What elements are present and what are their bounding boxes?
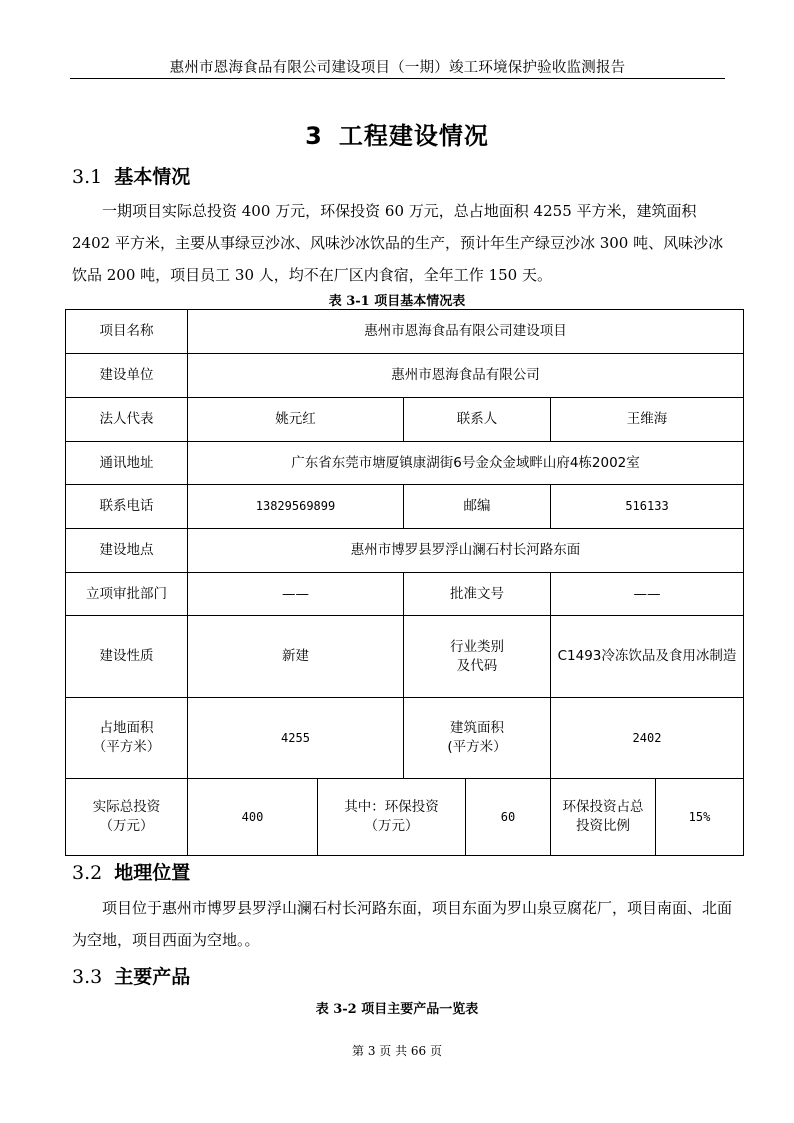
industry-label-line-2: 及代码 (456, 657, 498, 674)
industry-value: C1493冷冻饮品及食用冰制造 (551, 616, 744, 698)
contact-value: 王维海 (551, 398, 744, 442)
table-3-2-caption: 表 3-2 项目主要产品一览表 (315, 1002, 479, 1017)
table-row (66, 779, 744, 856)
cell-label (404, 616, 551, 698)
chapter-title (0, 116, 794, 151)
project-basic-info-table (65, 309, 744, 856)
cell-label: 邮编 (404, 485, 551, 529)
nature-value: 新建 (188, 616, 404, 698)
address-value: 广东省东莞市塘厦镇康湖街6号金众金域畔山府4栋2002室 (188, 442, 744, 485)
section-title-text: 地理位置 (114, 862, 191, 884)
env-invest-label (318, 779, 466, 855)
approval-no-value: —— (551, 573, 744, 616)
cell-label: 法人代表 (66, 398, 188, 442)
section-number: 3.3 (72, 966, 103, 988)
section-heading-3-2 (72, 858, 190, 885)
builder-value: 惠州市恩海食品有限公司 (188, 354, 744, 398)
env-invest-label-line-1: 其中：环保投资 (344, 799, 439, 815)
section-heading-3-3 (72, 962, 190, 989)
postcode-value: 516133 (551, 485, 744, 529)
ratio-label-line-2: 投资比例 (576, 818, 630, 834)
site-value: 惠州市博罗县罗浮山澜石村长河路东面 (188, 529, 744, 573)
cell-label: 建设地点 (66, 529, 188, 573)
chapter-number: 3 (305, 122, 323, 150)
env-invest-label-line-2: （万元） (364, 818, 419, 834)
cell-label (551, 779, 656, 856)
location-paragraph: 项目位于惠州市博罗县罗浮山澜石村长河路东面，项目东面为罗山泉豆腐花厂，项目南面、北面为空地，项目西面为空地。。 (72, 899, 733, 949)
ratio-label-line-1: 环保投资占总 (562, 799, 644, 815)
cell-label (404, 698, 551, 779)
table-row (66, 698, 744, 779)
cell-label: 联系电话 (66, 485, 188, 529)
section-title-text: 主要产品 (114, 966, 191, 988)
table-row (66, 485, 744, 529)
basic-info-paragraph: 一期项目实际总投资 400 万元，环保投资 60 万元，总占地面积 4255 平方米，建筑面积 2402 平方米，主要从事绿豆沙冰、风味沙冰饮品的生产，预计年生产绿豆沙冰 300 吨、风味沙冰饮品 200 吨，项目员工 30 人，均不在厂区内食宿，全年工作 150 天。 (72, 202, 724, 284)
cell-label: 联系人 (404, 398, 551, 442)
report-header: 惠州市恩海食品有限公司建设项目（一期）竣工环境保护验收监测报告 (169, 60, 626, 76)
project-name-value: 惠州市恩海食品有限公司建设项目 (188, 310, 744, 354)
ratio-value: 15% (656, 779, 744, 856)
industry-label-line-1: 行业类别 (450, 638, 504, 655)
build-area-label-line-2: (平方米） (447, 739, 507, 755)
table-row (66, 529, 744, 573)
land-area-label-line-1: 占地面积 (99, 720, 154, 736)
legal-rep-value: 姚元红 (188, 398, 404, 442)
env-invest-split-cell (318, 779, 551, 856)
cell-label: 通讯地址 (66, 442, 188, 485)
total-invest-label-line-2: （万元） (99, 818, 154, 834)
env-invest-value: 60 (500, 809, 516, 824)
table-row (66, 310, 744, 354)
land-area-value: 4255 (188, 698, 404, 779)
chapter-title-text: 工程建设情况 (338, 122, 489, 150)
table-row (66, 442, 744, 485)
phone-value: 13829569899 (188, 485, 404, 529)
cell-label (66, 779, 188, 856)
table-row (66, 616, 744, 698)
total-invest-value: 400 (188, 779, 318, 856)
page-number: 第 3 页 共 66 页 (352, 1044, 442, 1058)
section-heading-3-1 (72, 162, 190, 189)
cell-label: 项目名称 (66, 310, 188, 354)
table-row (66, 398, 744, 442)
land-area-label-line-2: （平方米） (92, 739, 161, 755)
build-area-label-line-1: 建筑面积 (450, 720, 504, 736)
cell-label (66, 698, 188, 779)
section-number: 3.2 (72, 862, 103, 884)
build-area-value: 2402 (551, 698, 744, 779)
cell-label: 立项审批部门 (66, 573, 188, 616)
table-3-1-caption: 表 3-1 项目基本情况表 (328, 294, 466, 309)
approval-dept-value: —— (188, 573, 404, 616)
cell-label: 批准文号 (404, 573, 551, 616)
header-divider (70, 78, 725, 79)
cell-label: 建设单位 (66, 354, 188, 398)
section-number: 3.1 (72, 166, 103, 188)
cell-label: 建设性质 (66, 616, 188, 698)
section-title-text: 基本情况 (114, 166, 191, 188)
total-invest-label-line-1: 实际总投资 (92, 799, 161, 815)
table-row (66, 573, 744, 616)
table-row (66, 354, 744, 398)
